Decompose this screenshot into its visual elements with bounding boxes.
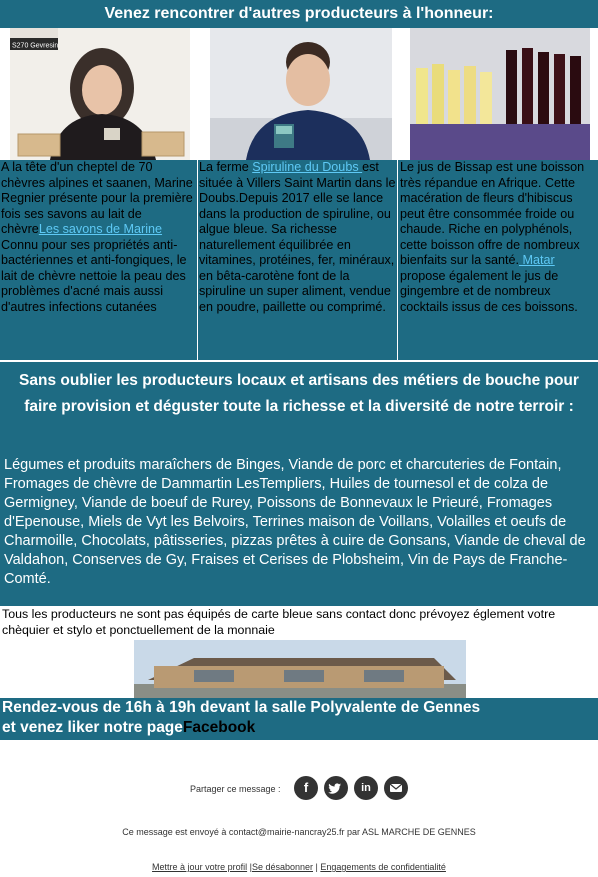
col2-text-a: La ferme [199, 160, 253, 174]
footer-links [0, 862, 598, 872]
mail-icon[interactable] [384, 776, 408, 800]
photo-salle-polyvalente [134, 640, 466, 698]
col1-text-b: Connu pour ses propriétés anti-bactériennes et anti-fongiques, le lait de chèvre nettoie la peau des problèmes d'acné mais aussi d'autres infections cutanées [1, 237, 187, 314]
unsubscribe-link[interactable]: Se désabonner [251, 862, 313, 872]
meeting-line-1: Rendez-vous de 16h à 19h devant la salle Polyvalente de Gennes [2, 699, 481, 716]
linkedin-icon[interactable]: in [354, 776, 378, 800]
sign-text: S270 Gevresin [12, 42, 59, 50]
photo-bissap-bottles [410, 28, 590, 160]
photo-marine-regnier [10, 28, 190, 160]
col2-text-b: est située à Villers Saint Martin dans le Doubs.Depuis 2017 elle se lance dans la production de spiruline, ou algue bleue. Sa richesse naturellement équilibrée en vitamines, protéines, fer, minéraux, en bêta-carotène font de la spiruline un super aliment, vendue en poudre, paillette ou comprimé. [199, 160, 396, 314]
col1-text-a: A la tête d'un cheptel de 70 chèvres alpines et saanen, Marine Regnier présente pour la première fois ses savons au lait de chèvre [1, 160, 193, 236]
share-label: Partager ce message : [190, 784, 281, 794]
section-header [0, 0, 598, 28]
local-producers-title: Sans oublier les producteurs locaux et artisans des métiers de bouche pour faire provision et déguster toute la richesse et la diversité de notre terroir : [19, 372, 579, 415]
sent-to-line: Ce message est envoyé à contact@mairie-nancray25.fr par ASL MARCHE DE GENNES [122, 827, 476, 837]
update-profile-link[interactable]: Mettre à jour votre profil [152, 862, 248, 872]
facebook-page-link[interactable]: Facebook [182, 719, 256, 736]
footer-separator: | [313, 862, 321, 872]
meeting-line-2 [2, 718, 598, 738]
local-producers-section [0, 362, 598, 606]
share-bar [0, 776, 598, 802]
meeting-line-2-text: et venez liker notre page [2, 719, 183, 736]
link-matar[interactable]: Matar [519, 253, 555, 267]
payment-note: Tous les producteurs ne sont pas équipés de carte bleue sans contact donc prévoyez églement votre chèquier et stylo et ponctuellement de la monnaie [2, 607, 556, 637]
section-title: Venez rencontrer d'autres producteurs à l'honneur: [104, 5, 494, 22]
link-spiruline-du-doubs[interactable]: Spiruline du Doubs [252, 160, 363, 174]
facebook-icon[interactable]: f [294, 776, 318, 800]
col3-text-b: propose également le jus de gingembre et de nombreux cocktails issus de ces boissons. [400, 268, 578, 314]
producer-text-spiruline [198, 160, 398, 360]
footer-separator: | [247, 862, 252, 872]
privacy-link[interactable]: Engagements de confidentialité [320, 862, 446, 872]
photo-spiruline-producer [210, 28, 392, 160]
producer-text-bissap [398, 160, 598, 360]
meeting-banner [0, 698, 598, 740]
twitter-icon[interactable] [324, 776, 348, 800]
link-savons-de-marine[interactable]: Les savons de Marine [38, 222, 163, 236]
local-producers-list: Légumes et produits maraîchers de Binges, Viande de porc et charcuteries de Fontain, Fromages de chèvre de Dammartin LesTempliers, Huiles de tournesol et de colza de Germigney, Viande de boeuf de Rurey, Poissons de Bonnevaux le Prieuré, Fromages d'Epenouse, Miels de Vyt les Belvoirs, Terrines maison de Voillans, Volailles et oeufs de Charmoille, Chocolats, pâtisseries, pizzas prêtes à cuire de Gonsans, Viande de cheval de Valdahon, Conserves de Gy, Fraises et Cerises de Plobsheim, Vin de Pays de Franche-Comté. [4, 457, 586, 587]
producer-text-marine [0, 160, 198, 360]
col3-text-a: Le jus de Bissap est une boisson très répandue en Afrique. Cette macération de fleurs d'hibiscus peut être consommée froide ou chaude. Riche en polyphénols, cette boisson offre de nombreux bienfaits sur la santé. [400, 160, 585, 267]
